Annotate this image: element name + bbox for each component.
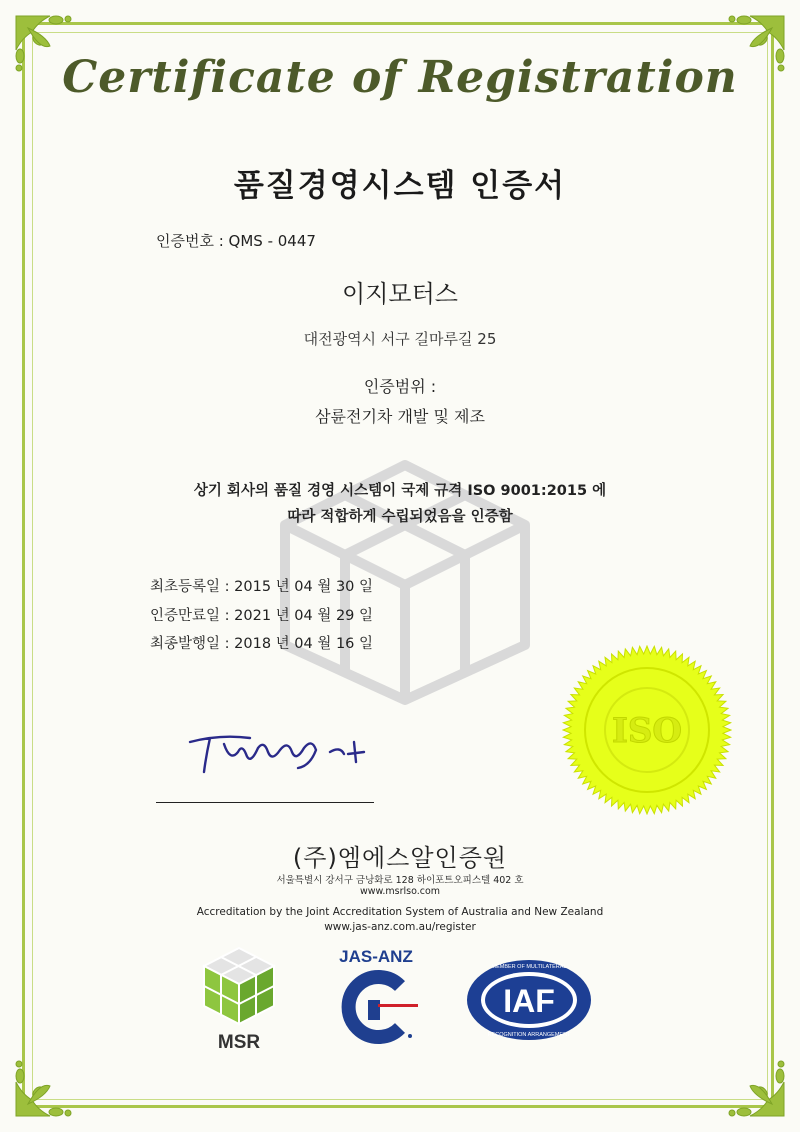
floral-corner-ornament	[700, 1032, 790, 1122]
jas-anz-logo	[326, 944, 426, 1054]
certification-scope: 삼륜전기차 개발 및 제조	[315, 407, 485, 426]
company-name: 이지모터스	[342, 280, 458, 308]
signature-line	[156, 802, 374, 803]
issue-date: 최종발행일 : 2018 년 04 월 16 일	[150, 636, 374, 652]
certificate-script-title: Certificate of Registration	[62, 52, 738, 103]
iaf-logo-text: IAF	[503, 983, 555, 1019]
certificate-title: 품질경영시스템 인증서	[233, 168, 567, 204]
handwritten-signature	[180, 722, 380, 782]
certificate-dates	[150, 573, 373, 659]
certificate-number: 인증번호 : QMS - 0447	[156, 232, 316, 250]
accreditation-url: www.jas-anz.com.au/register	[324, 921, 476, 933]
issuer-name: (주)엠에스알인증원	[292, 844, 508, 872]
msr-logo	[200, 944, 278, 1054]
initial-registration-date: 최초등록일 : 2015 년 04 월 30 일	[150, 579, 374, 595]
iaf-logo	[464, 958, 594, 1042]
issuer-address: 서울특별시 강서구 금낭화로 128 하이포트오피스텔 402 호	[276, 875, 524, 886]
certification-statement	[0, 478, 800, 530]
statement-line: 따라 적합하게 수립되었음을 인증함	[287, 509, 513, 525]
issuer-website: www.msrlso.com	[359, 886, 441, 897]
msr-logo-text: MSR	[217, 1032, 261, 1053]
iaf-ring-top-text: MEMBER OF MULTILATERAL	[491, 964, 567, 970]
accreditation-statement: Accreditation by the Joint Accreditation System of Australia and New Zealand	[196, 906, 604, 918]
company-address: 대전광역시 서구 길마루길 25	[303, 330, 497, 348]
expiry-date: 인증만료일 : 2021 년 04 월 29 일	[150, 607, 374, 624]
iso-seal-sticker	[562, 645, 732, 815]
floral-corner-ornament	[10, 1032, 100, 1122]
jas-anz-logo-text: JAS-ANZ	[339, 947, 413, 966]
scope-label: 인증범위 :	[363, 377, 437, 396]
statement-line: 상기 회사의 품질 경영 시스템이 국제 규격 ISO 9001:2015 에	[193, 483, 607, 499]
iaf-ring-bottom-text: RECOGNITION ARRANGEMENT	[487, 1032, 571, 1038]
seal-emboss-text: ISO	[611, 711, 683, 751]
